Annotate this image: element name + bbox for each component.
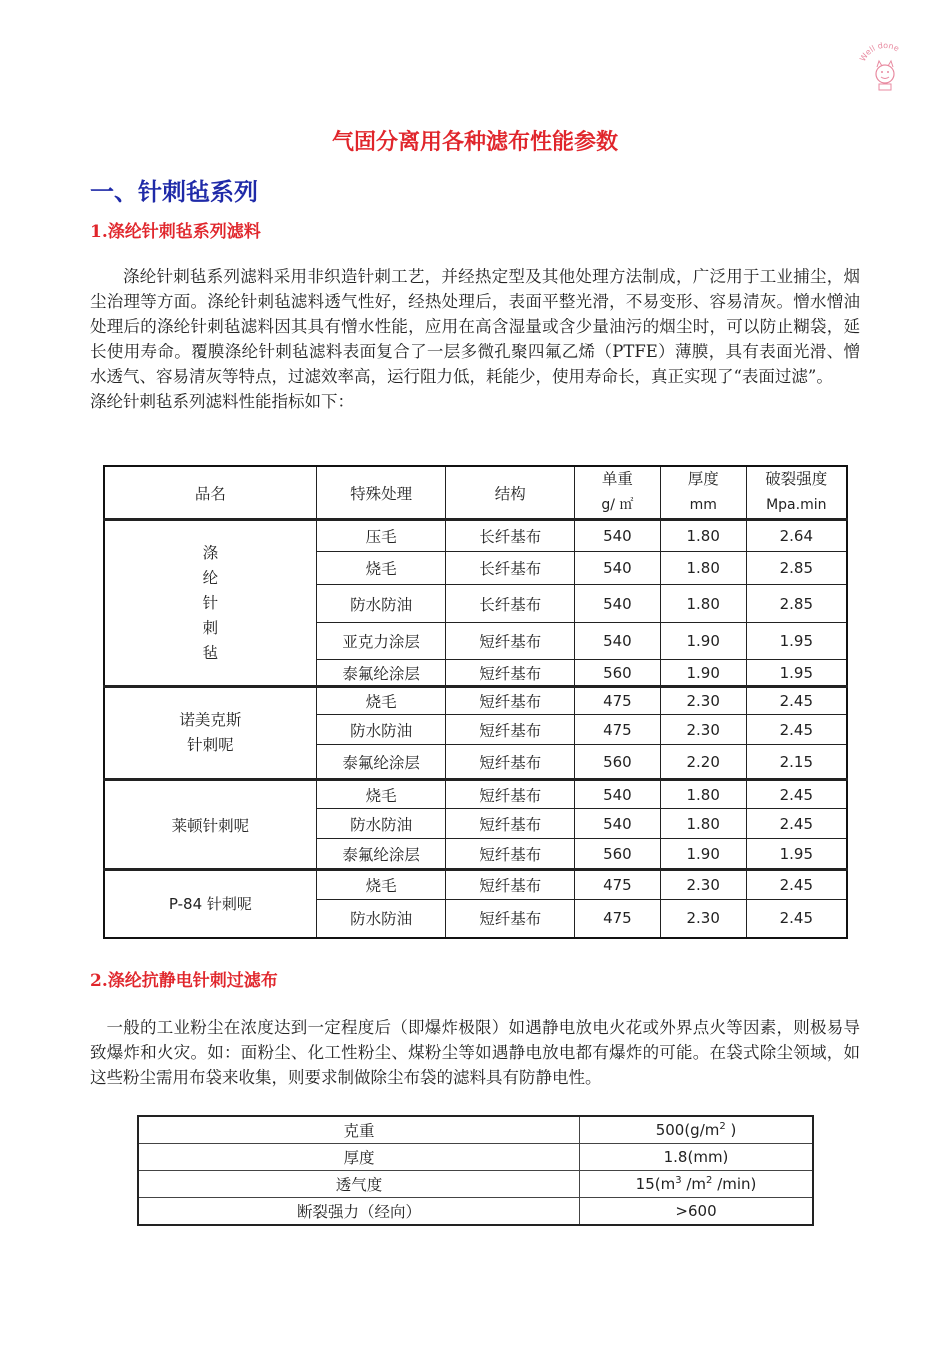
cell-treatment: 烧毛 [316, 780, 446, 809]
antistatic-text: 一般的工业粉尘在浓度达到一定程度后（即爆炸极限）如遇静电放电火花或外界点火等因素，则极易导致爆炸和火灾。如：面粉尘、化工性粉尘、煤粉尘等如遇静电放电都有爆炸的可能。在袋式除尘领域，如这些粉尘需用布袋来收集，则要求制做除尘布袋的滤料具有防静电性。 [90, 1018, 860, 1087]
needle-felt-spec-table [103, 465, 848, 939]
cell-treatment: 泰氟纶涂层 [316, 745, 446, 780]
table-row [138, 1116, 813, 1144]
cell-treatment: 烧毛 [316, 552, 446, 585]
product-name-nomex-felt: 诺美克斯 针刺呢 [104, 687, 316, 780]
header-treatment: 特殊处理 [316, 466, 446, 520]
cell-value: $500(g/m^2$ ) [580, 1116, 813, 1144]
cell-strength: 2.85 [746, 585, 847, 623]
cell-structure: 短纤基布 [446, 809, 575, 839]
header-weight: 单重 g/ ㎡ [575, 466, 661, 520]
cell-label: 克重 [138, 1116, 580, 1144]
antistatic-spec-table [137, 1115, 814, 1226]
cell-treatment: 亚克力涂层 [316, 623, 446, 660]
cell-strength: 2.64 [746, 520, 847, 552]
cell-weight: 475 [575, 870, 661, 900]
cell-strength: 1.95 [746, 623, 847, 660]
cell-weight: 540 [575, 552, 661, 585]
intro-text: 涤纶针刺毡系列滤料采用非织造针刺工艺，并经热定型及其他处理方法制成，广泛用于工业捕尘，烟尘治理等方面。涤纶针刺毡滤料透气性好，经热处理后，表面平整光滑，不易变形、容易清灰。憎水憎油处理后的涤纶针刺毡滤料因其具有憎水性能，应用在高含湿量或含少量油污的烟尘时，可以防止糊袋，延长使用寿命。覆膜涤纶针刺毡滤料表面复合了一层多微孔聚四氟乙烯（PTFE）薄膜，具有表面光滑、憎水透气、容易清灰等特点，过滤效率高，运行阻力低，耗能少，使用寿命长，真正实现了“表面过滤”。 [90, 267, 860, 386]
table-row [138, 1171, 813, 1198]
cell-weight: 540 [575, 780, 661, 809]
cell-thickness: 1.80 [660, 780, 746, 809]
cell-treatment: 防水防油 [316, 900, 446, 938]
intro-paragraph [90, 264, 860, 414]
cell-thickness: 1.90 [660, 660, 746, 687]
svg-text:Well done: Well done [858, 40, 901, 64]
cell-treatment: 压毛 [316, 520, 446, 552]
cell-structure: 短纤基布 [446, 780, 575, 809]
cell-weight: 475 [575, 687, 661, 715]
cell-weight: 540 [575, 809, 661, 839]
cell-thickness: 1.80 [660, 809, 746, 839]
cell-treatment: 烧毛 [316, 870, 446, 900]
cell-weight: 475 [575, 900, 661, 938]
cell-strength: 1.95 [746, 839, 847, 870]
cell-weight: 560 [575, 660, 661, 687]
antistatic-paragraph [90, 1015, 860, 1090]
cell-weight: 560 [575, 745, 661, 780]
product-name-p84-felt: P-84 针刺呢 [104, 870, 316, 938]
cell-structure: 长纤基布 [446, 552, 575, 585]
cell-strength: 2.45 [746, 870, 847, 900]
table-row [104, 520, 847, 552]
cell-thickness: 2.30 [660, 870, 746, 900]
cell-value: >600 [580, 1198, 813, 1226]
product-name-polyester-felt: 涤 纶 针 刺 毡 [104, 520, 316, 687]
cell-thickness: 1.80 [660, 552, 746, 585]
cell-label: 断裂强力（经向） [138, 1198, 580, 1226]
cell-treatment: 烧毛 [316, 687, 446, 715]
document-title: 气固分离用各种滤布性能参数 [331, 130, 618, 155]
cell-weight: 540 [575, 520, 661, 552]
cell-thickness: 2.30 [660, 687, 746, 715]
cell-strength: 2.45 [746, 687, 847, 715]
product-name-ryton-felt: 莱顿针刺呢 [104, 780, 316, 870]
cell-treatment: 防水防油 [316, 585, 446, 623]
cell-thickness: 1.80 [660, 520, 746, 552]
table-row [138, 1198, 813, 1226]
cell-thickness: 1.80 [660, 585, 746, 623]
cell-thickness: 1.90 [660, 839, 746, 870]
cell-value: $15(m^3$ $/m^2$ /min) [580, 1171, 813, 1198]
cell-strength: 2.45 [746, 780, 847, 809]
header-strength: 破裂强度 Mpa.min [746, 466, 847, 520]
cell-thickness: 2.20 [660, 745, 746, 780]
subsection-heading-1: 1.涤纶针刺毡系列滤料 [90, 222, 261, 242]
cell-structure: 长纤基布 [446, 520, 575, 552]
section-heading: 一、针刺毡系列 [90, 178, 258, 206]
cell-weight: 475 [575, 715, 661, 745]
cell-structure: 短纤基布 [446, 745, 575, 780]
cell-strength: 2.15 [746, 745, 847, 780]
cell-strength: 2.45 [746, 715, 847, 745]
cell-structure: 短纤基布 [446, 839, 575, 870]
cell-structure: 短纤基布 [446, 623, 575, 660]
table-row [104, 870, 847, 900]
table-row [104, 780, 847, 809]
cell-weight: 560 [575, 839, 661, 870]
cell-treatment: 泰氟纶涂层 [316, 839, 446, 870]
cell-thickness: 1.90 [660, 623, 746, 660]
cell-thickness: 2.30 [660, 715, 746, 745]
well-done-stamp [855, 40, 915, 100]
cell-weight: 540 [575, 585, 661, 623]
cell-label: 透气度 [138, 1171, 580, 1198]
cell-structure: 短纤基布 [446, 687, 575, 715]
cell-structure: 短纤基布 [446, 660, 575, 687]
header-thickness: 厚度 mm [660, 466, 746, 520]
cell-treatment: 泰氟纶涂层 [316, 660, 446, 687]
header-structure: 结构 [446, 466, 575, 520]
cell-weight: 540 [575, 623, 661, 660]
table-row [138, 1144, 813, 1171]
table-header-row [104, 466, 847, 520]
cell-strength: 2.45 [746, 900, 847, 938]
subsection-heading-2: 2.涤纶抗静电针刺过滤布 [90, 971, 278, 991]
intro-tail: 涤纶针刺毡系列滤料性能指标如下： [90, 392, 354, 411]
cell-strength: 2.85 [746, 552, 847, 585]
cell-treatment: 防水防油 [316, 809, 446, 839]
cell-thickness: 2.30 [660, 900, 746, 938]
cell-strength: 1.95 [746, 660, 847, 687]
cell-structure: 短纤基布 [446, 870, 575, 900]
cell-structure: 长纤基布 [446, 585, 575, 623]
table-row [104, 687, 847, 715]
header-name: 品名 [104, 466, 316, 520]
cell-value: 1.8(mm) [580, 1144, 813, 1171]
cell-label: 厚度 [138, 1144, 580, 1171]
cell-structure: 短纤基布 [446, 715, 575, 745]
cell-treatment: 防水防油 [316, 715, 446, 745]
cell-structure: 短纤基布 [446, 900, 575, 938]
cell-strength: 2.45 [746, 809, 847, 839]
